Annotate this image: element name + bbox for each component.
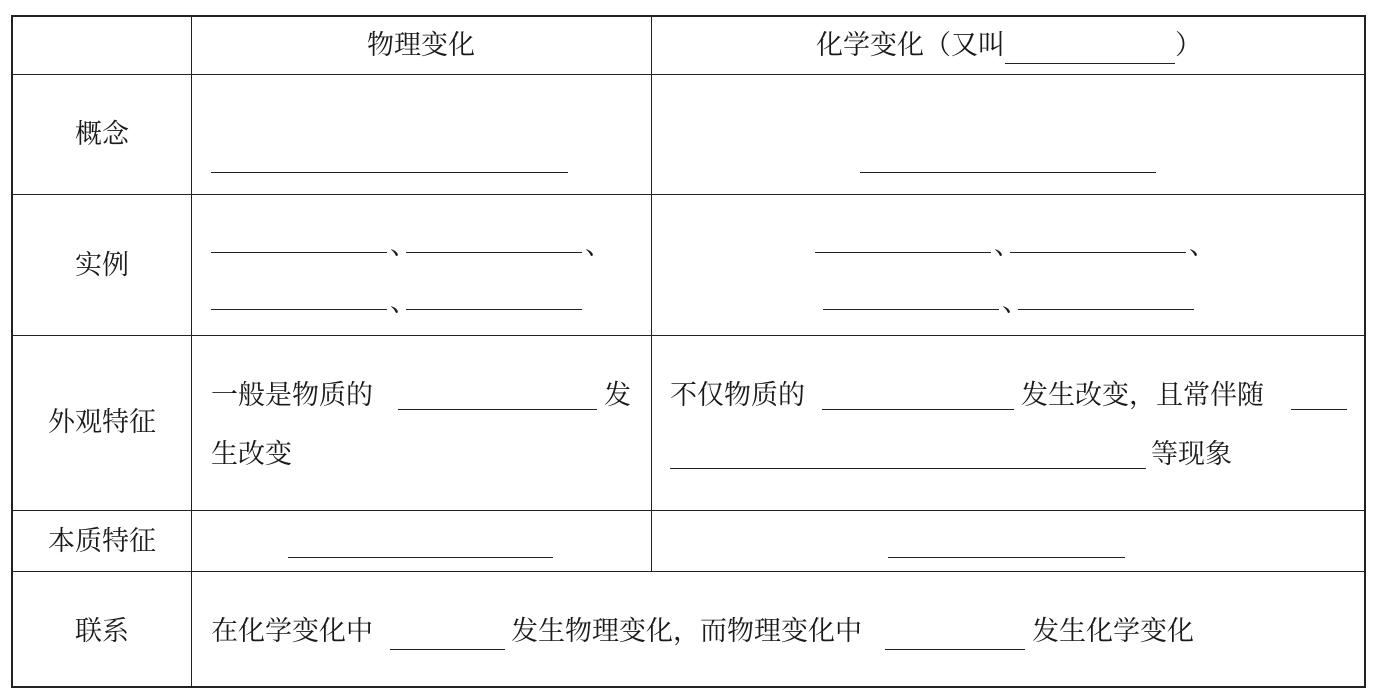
example-separator: 、 <box>585 230 612 261</box>
appearance-physical-text-1: 一般是物质的 <box>211 380 373 411</box>
concept-physical-blank[interactable] <box>211 172 568 173</box>
row-divider <box>11 571 1366 572</box>
column-divider <box>191 15 192 688</box>
appearance-chemical-blank-2[interactable] <box>1291 409 1347 410</box>
appearance-physical-text-3: 生改变 <box>211 439 292 470</box>
row-divider <box>11 194 1366 195</box>
appearance-physical-text-2: 发 <box>604 380 631 411</box>
table-frame <box>11 15 1366 688</box>
example-separator: 、 <box>390 230 417 261</box>
example-physical-blank-3[interactable] <box>211 309 387 310</box>
example-physical-blank-4[interactable] <box>406 309 582 310</box>
example-physical-blank-1[interactable] <box>211 252 387 253</box>
relation-text-1: 在化学变化中 <box>211 616 373 647</box>
row-label-relation: 联系 <box>75 616 129 647</box>
example-separator: 、 <box>390 287 417 318</box>
relation-text-3: 发生化学变化 <box>1032 616 1194 647</box>
appearance-chemical-blank-3[interactable] <box>670 468 1146 469</box>
row-divider <box>11 335 1366 336</box>
relation-blank-1[interactable] <box>390 649 505 650</box>
header-physical-change: 物理变化 <box>367 30 475 61</box>
relation-text-2: 发生物理变化，而物理变化中 <box>511 616 862 647</box>
header-chemical-change <box>816 28 1202 64</box>
example-physical-blank-2[interactable] <box>406 252 582 253</box>
appearance-chemical-text-1: 不仅物质的 <box>670 380 805 411</box>
essence-chemical-blank[interactable] <box>888 557 1125 558</box>
row-label-appearance: 外观特征 <box>48 407 156 438</box>
example-chemical-blank-1[interactable] <box>815 252 991 253</box>
header-chemical-close: ） <box>1175 30 1202 61</box>
example-chemical-blank-3[interactable] <box>823 309 999 310</box>
header-chemical-blank[interactable] <box>1005 41 1175 64</box>
appearance-chemical-text-2: 发生改变，且常伴随 <box>1021 380 1264 411</box>
example-chemical-blank-4[interactable] <box>1018 309 1194 310</box>
appearance-chemical-text-3: 等现象 <box>1151 439 1232 470</box>
column-divider <box>651 15 652 571</box>
appearance-chemical-blank-1[interactable] <box>822 409 1014 410</box>
example-separator: 、 <box>994 230 1021 261</box>
concept-chemical-blank[interactable] <box>860 172 1156 173</box>
example-chemical-blank-2[interactable] <box>1010 252 1186 253</box>
row-label-example: 实例 <box>75 250 129 281</box>
row-label-concept: 概念 <box>75 119 129 150</box>
row-divider <box>11 510 1366 511</box>
example-separator: 、 <box>1002 287 1029 318</box>
appearance-physical-blank[interactable] <box>398 409 597 410</box>
example-separator: 、 <box>1189 230 1216 261</box>
row-divider <box>11 74 1366 75</box>
essence-physical-blank[interactable] <box>288 557 553 558</box>
relation-blank-2[interactable] <box>885 649 1025 650</box>
header-chemical-label: 化学变化（又叫 <box>816 30 1005 61</box>
row-label-essence: 本质特征 <box>48 526 156 557</box>
